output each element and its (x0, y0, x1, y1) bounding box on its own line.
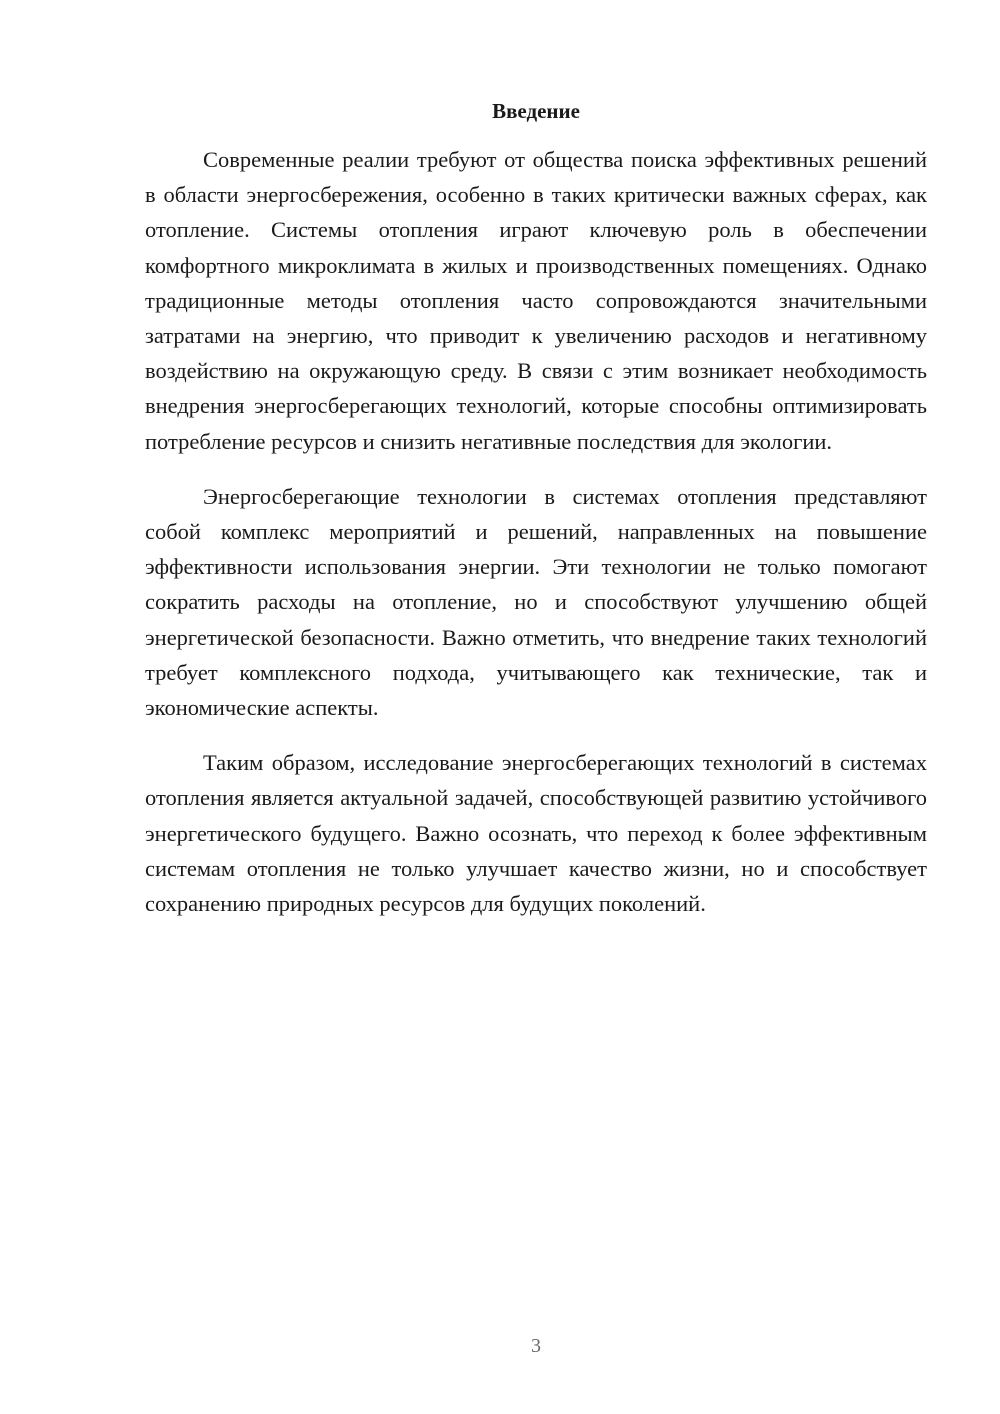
paragraph-intro: Современные реалии требуют от общества поиска эффективных решений в области энергосбережения, особенно в таких критически важных сферах, как отопление. Системы отопления играют ключевую роль в обеспечении комфортного микроклимата в жилых и производственных помещениях. Однако традиционные методы отопления часто сопровождаются значительными затратами на энергию, что приводит к увеличению расходов и негативному воздействию на окружающую среду. В связи с этим возникает необходимость внедрения энергосберегающих технологий, которые способны оптимизировать потребление ресурсов и снизить негативные последствия для экологии. (145, 147, 927, 454)
paragraph-technologies: Энергосберегающие технологии в системах отопления представляют собой комплекс мероприятий и решений, направленных на повышение эффективности использования энергии. Эти технологии не только помогают сократить расходы на отопление, но и способствуют улучшению общей энергетической безопасности. Важно отметить, что внедрение таких технологий требует комплексного подхода, учитывающего как технические, так и экономические аспекты. (145, 483, 927, 721)
section-title: Введение (492, 99, 580, 123)
body-text (145, 142, 927, 921)
paragraph-conclusion: Таким образом, исследование энергосберегающих технологий в системах отопления является актуальной задачей, способствующей развитию устойчивого энергетического будущего. Важно осознать, что переход к более эффективным системам отопления не только улучшает качество жизни, но и способствует сохранению природных ресурсов для будущих поколений. (145, 750, 927, 917)
page-number: 3 (531, 1335, 541, 1357)
